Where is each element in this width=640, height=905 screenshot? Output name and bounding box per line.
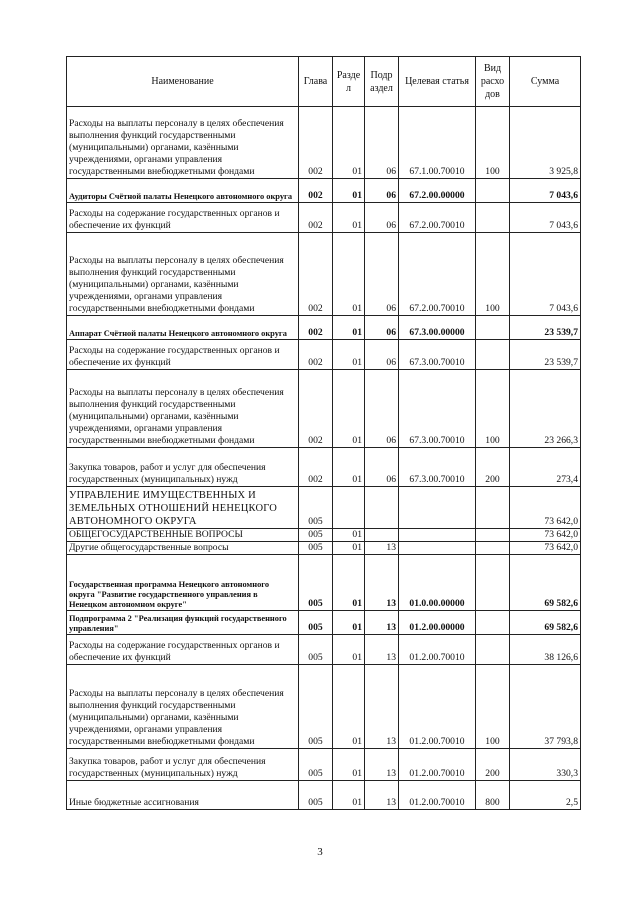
row-section [333, 487, 365, 529]
row-section: 01 [333, 203, 365, 233]
row-chapter: 005 [299, 487, 333, 529]
row-name: Расходы на выплаты персоналу в целях обеспечения выполнения функций государственными (муниципальными) органами, казёнными учреждениями, органами управления государственными внебюджетными фондами [67, 665, 299, 749]
row-name: Закупка товаров, работ и услуг для обеспечения государственных (муниципальных) нужд [67, 749, 299, 781]
table-row [67, 749, 581, 781]
table-row [67, 233, 581, 316]
table-row [67, 179, 581, 203]
table-row [67, 555, 581, 611]
row-subsection: 06 [365, 316, 399, 340]
row-target-article: 01.2.00.70010 [399, 781, 476, 810]
row-chapter: 005 [299, 529, 333, 542]
row-subsection: 13 [365, 542, 399, 555]
header-row [67, 57, 581, 107]
row-target-article: 67.3.00.00000 [399, 316, 476, 340]
row-expense-type [476, 340, 510, 370]
table-row [67, 635, 581, 665]
row-amount: 69 582,6 [510, 555, 581, 611]
row-amount: 23 539,7 [510, 340, 581, 370]
row-target-article: 01.2.00.70010 [399, 635, 476, 665]
row-subsection: 06 [365, 203, 399, 233]
row-target-article: 01.2.00.00000 [399, 611, 476, 635]
row-amount: 38 126,6 [510, 635, 581, 665]
row-name: Расходы на содержание государственных органов и обеспечение их функций [67, 203, 299, 233]
row-target-article: 67.3.00.70010 [399, 340, 476, 370]
row-chapter: 002 [299, 233, 333, 316]
budget-table [66, 56, 581, 810]
row-section: 01 [333, 542, 365, 555]
row-expense-type: 800 [476, 781, 510, 810]
row-chapter: 002 [299, 179, 333, 203]
table-row [67, 542, 581, 555]
row-target-article: 67.2.00.70010 [399, 233, 476, 316]
row-name: Иные бюджетные ассигнования [67, 781, 299, 810]
row-expense-type [476, 542, 510, 555]
row-target-article: 67.1.00.70010 [399, 107, 476, 179]
row-target-article [399, 487, 476, 529]
row-subsection: 06 [365, 448, 399, 487]
row-name: Расходы на выплаты персоналу в целях обеспечения выполнения функций государственными (муниципальными) органами, казёнными учреждениями, органами управления государственными внебюджетными фондами [67, 233, 299, 316]
row-section: 01 [333, 233, 365, 316]
row-expense-type [476, 179, 510, 203]
row-subsection: 13 [365, 611, 399, 635]
row-subsection: 06 [365, 179, 399, 203]
row-chapter: 005 [299, 635, 333, 665]
header-chapter: Глава [299, 57, 333, 107]
row-amount: 73 642,0 [510, 529, 581, 542]
row-amount: 330,3 [510, 749, 581, 781]
table-row [67, 203, 581, 233]
row-target-article: 01.2.00.70010 [399, 665, 476, 749]
row-target-article: 01.2.00.70010 [399, 749, 476, 781]
row-expense-type [476, 203, 510, 233]
row-target-article: 67.3.00.70010 [399, 370, 476, 448]
row-name: Расходы на содержание государственных органов и обеспечение их функций [67, 340, 299, 370]
table-row [67, 611, 581, 635]
row-section: 01 [333, 749, 365, 781]
row-amount: 2,5 [510, 781, 581, 810]
row-chapter: 002 [299, 107, 333, 179]
row-subsection [365, 487, 399, 529]
row-subsection: 13 [365, 749, 399, 781]
row-expense-type: 100 [476, 107, 510, 179]
row-subsection: 06 [365, 340, 399, 370]
row-expense-type [476, 529, 510, 542]
row-section: 01 [333, 781, 365, 810]
row-section: 01 [333, 611, 365, 635]
row-expense-type [476, 611, 510, 635]
header-amount: Сумма [510, 57, 581, 107]
row-target-article [399, 542, 476, 555]
table-row [67, 781, 581, 810]
row-section: 01 [333, 179, 365, 203]
row-name: Другие общегосударственные вопросы [67, 542, 299, 555]
row-expense-type [476, 635, 510, 665]
row-amount: 73 642,0 [510, 542, 581, 555]
row-chapter: 005 [299, 749, 333, 781]
row-chapter: 002 [299, 203, 333, 233]
row-section: 01 [333, 340, 365, 370]
row-name: Аудиторы Счётной палаты Ненецкого автономного округа [67, 179, 299, 203]
row-chapter: 002 [299, 340, 333, 370]
row-expense-type: 100 [476, 665, 510, 749]
row-chapter: 005 [299, 781, 333, 810]
row-amount: 73 642,0 [510, 487, 581, 529]
row-amount: 23 266,3 [510, 370, 581, 448]
row-section: 01 [333, 448, 365, 487]
table-row [67, 448, 581, 487]
table-row [67, 487, 581, 529]
row-subsection: 06 [365, 370, 399, 448]
row-name: Аппарат Счётной палаты Ненецкого автономного округа [67, 316, 299, 340]
row-subsection: 06 [365, 233, 399, 316]
row-chapter: 005 [299, 665, 333, 749]
row-name: Расходы на выплаты персоналу в целях обеспечения выполнения функций государственными (муниципальными) органами, казёнными учреждениями, органами управления государственными внебюджетными фондами [67, 107, 299, 179]
header-section: Разде л [333, 57, 365, 107]
row-section: 01 [333, 529, 365, 542]
row-chapter: 005 [299, 555, 333, 611]
row-expense-type: 100 [476, 370, 510, 448]
row-expense-type [476, 316, 510, 340]
row-name: Расходы на содержание государственных органов и обеспечение их функций [67, 635, 299, 665]
page-number: 3 [317, 846, 323, 858]
row-target-article [399, 529, 476, 542]
row-name: Государственная программа Ненецкого автономного округа "Развитие государственного управления в Ненецком автономном округе" [67, 555, 299, 611]
row-section: 01 [333, 370, 365, 448]
row-chapter: 005 [299, 542, 333, 555]
row-name: ОБЩЕГОСУДАРСТВЕННЫЕ ВОПРОСЫ [67, 529, 299, 542]
header-subsection: Подр аздел [365, 57, 399, 107]
row-subsection: 13 [365, 635, 399, 665]
row-target-article: 01.0.00.00000 [399, 555, 476, 611]
row-chapter: 002 [299, 448, 333, 487]
row-amount: 69 582,6 [510, 611, 581, 635]
row-amount: 7 043,6 [510, 233, 581, 316]
row-chapter: 002 [299, 316, 333, 340]
row-amount: 7 043,6 [510, 179, 581, 203]
table-row [67, 370, 581, 448]
row-expense-type: 200 [476, 448, 510, 487]
row-target-article: 67.2.00.00000 [399, 179, 476, 203]
header-type: Вид расхо дов [476, 57, 510, 107]
row-name: Закупка товаров, работ и услуг для обеспечения государственных (муниципальных) нужд [67, 448, 299, 487]
row-expense-type: 200 [476, 749, 510, 781]
row-section: 01 [333, 107, 365, 179]
row-subsection: 06 [365, 107, 399, 179]
row-section: 01 [333, 635, 365, 665]
row-amount: 3 925,8 [510, 107, 581, 179]
row-name: Подпрограмма 2 "Реализация функций государственного управления" [67, 611, 299, 635]
row-subsection: 13 [365, 781, 399, 810]
row-amount: 273,4 [510, 448, 581, 487]
row-name: УПРАВЛЕНИЕ ИМУЩЕСТВЕННЫХ И ЗЕМЕЛЬНЫХ ОТНОШЕНИЙ НЕНЕЦКОГО АВТОНОМНОГО ОКРУГА [67, 487, 299, 529]
table-row [67, 340, 581, 370]
row-amount: 7 043,6 [510, 203, 581, 233]
row-section: 01 [333, 555, 365, 611]
row-subsection [365, 529, 399, 542]
row-subsection: 13 [365, 665, 399, 749]
row-subsection: 13 [365, 555, 399, 611]
row-target-article: 67.3.00.70010 [399, 448, 476, 487]
row-amount: 23 539,7 [510, 316, 581, 340]
row-name: Расходы на выплаты персоналу в целях обеспечения выполнения функций государственными (муниципальными) органами, казёнными учреждениями, органами управления государственными внебюджетными фондами [67, 370, 299, 448]
header-name: Наименование [67, 57, 299, 107]
row-expense-type: 100 [476, 233, 510, 316]
table-row [67, 665, 581, 749]
row-target-article: 67.2.00.70010 [399, 203, 476, 233]
row-chapter: 002 [299, 370, 333, 448]
table-row [67, 107, 581, 179]
row-chapter: 005 [299, 611, 333, 635]
row-amount: 37 793,8 [510, 665, 581, 749]
table-row [67, 316, 581, 340]
row-section: 01 [333, 316, 365, 340]
row-expense-type [476, 555, 510, 611]
header-target: Целевая статья [399, 57, 476, 107]
row-section: 01 [333, 665, 365, 749]
table-row [67, 529, 581, 542]
row-expense-type [476, 487, 510, 529]
